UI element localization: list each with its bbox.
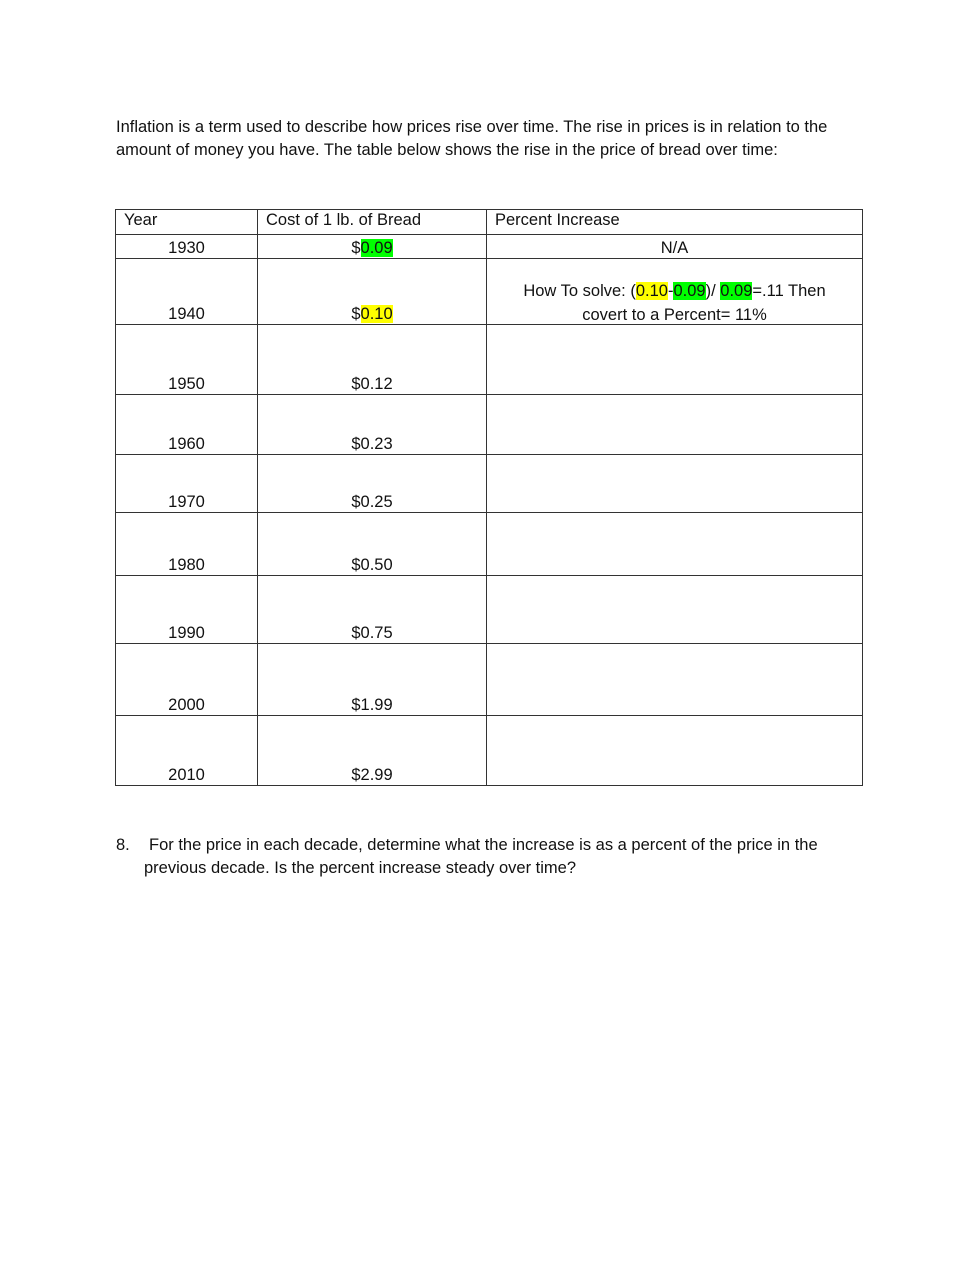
cost-cell bbox=[258, 259, 487, 325]
table-row bbox=[116, 716, 863, 786]
how-to-solve-note bbox=[487, 279, 862, 327]
cost-cell: $1.99 bbox=[258, 644, 487, 716]
highlighted-cost: 0.10 bbox=[360, 305, 393, 323]
table-row bbox=[116, 513, 863, 576]
percent-cell bbox=[487, 325, 863, 395]
percent-cell bbox=[487, 644, 863, 716]
cost-cell: $0.23 bbox=[258, 395, 487, 455]
percent-cell bbox=[487, 716, 863, 786]
cost-cell: $2.99 bbox=[258, 716, 487, 786]
cost-cell: $0.75 bbox=[258, 576, 487, 644]
header-year: Year bbox=[116, 210, 258, 235]
header-cost: Cost of 1 lb. of Bread bbox=[258, 210, 487, 235]
table-header-row bbox=[116, 210, 863, 235]
question-text: For the price in each decade, determine what the increase is as a percent of the price in the previous decade. Is the percent increase steady over time? bbox=[144, 836, 818, 877]
table-row bbox=[116, 576, 863, 644]
cost-cell: $0.12 bbox=[258, 325, 487, 395]
year-cell: 1930 bbox=[116, 235, 258, 259]
cost-cell: $0.50 bbox=[258, 513, 487, 576]
how-to-value-b: 0.09 bbox=[673, 282, 706, 300]
intro-paragraph: Inflation is a term used to describe how prices rise over time. The rise in prices is in relation to the amount of money you have. The table below shows the rise in the price of bread over time: bbox=[116, 118, 828, 159]
how-to-value-a: 0.10 bbox=[635, 282, 668, 300]
percent-cell bbox=[487, 513, 863, 576]
table-row bbox=[116, 455, 863, 513]
bread-price-table bbox=[115, 209, 863, 786]
how-to-minus: - bbox=[667, 282, 674, 300]
how-to-mid: )/ bbox=[705, 282, 721, 300]
percent-cell bbox=[487, 576, 863, 644]
table-row bbox=[116, 395, 863, 455]
table-row bbox=[116, 235, 863, 259]
how-to-value-c: 0.09 bbox=[720, 282, 753, 300]
how-to-suffix: =.11 Then bbox=[752, 282, 826, 300]
year-cell: 1970 bbox=[116, 455, 258, 513]
percent-cell bbox=[487, 455, 863, 513]
cost-cell: $0.25 bbox=[258, 455, 487, 513]
how-to-line2: covert to a Percent= 11% bbox=[582, 306, 767, 324]
table-row bbox=[116, 644, 863, 716]
year-cell: 1960 bbox=[116, 395, 258, 455]
percent-cell bbox=[487, 395, 863, 455]
question-8 bbox=[116, 834, 876, 880]
year-cell: 1950 bbox=[116, 325, 258, 395]
cost-cell bbox=[258, 235, 487, 259]
how-to-prefix: How To solve: ( bbox=[523, 282, 636, 300]
year-cell: 1980 bbox=[116, 513, 258, 576]
table-row bbox=[116, 325, 863, 395]
highlighted-cost: 0.09 bbox=[360, 239, 393, 257]
question-number: 8. bbox=[116, 836, 130, 854]
cost-symbol: $ bbox=[351, 305, 361, 323]
year-cell: 2010 bbox=[116, 716, 258, 786]
header-percent-increase: Percent Increase bbox=[487, 210, 863, 235]
percent-cell-how-to bbox=[487, 259, 863, 325]
year-cell: 1990 bbox=[116, 576, 258, 644]
cost-symbol: $ bbox=[351, 239, 361, 257]
table-row bbox=[116, 259, 863, 325]
percent-cell: N/A bbox=[487, 235, 863, 259]
year-cell: 2000 bbox=[116, 644, 258, 716]
year-cell: 1940 bbox=[116, 259, 258, 325]
